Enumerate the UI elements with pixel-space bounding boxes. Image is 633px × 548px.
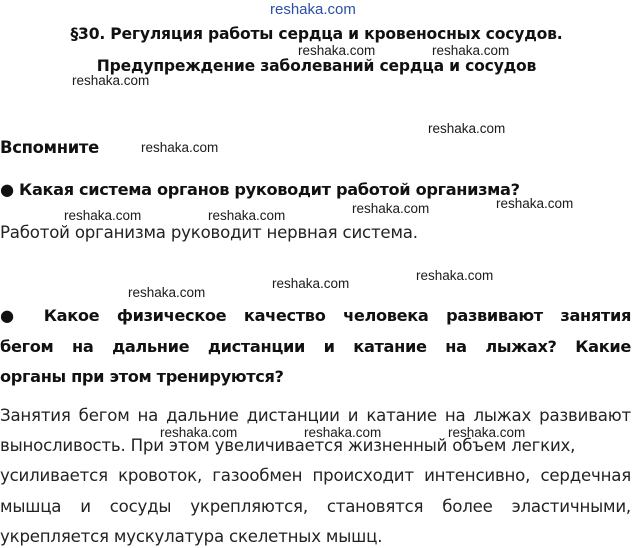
answer-2-line: Занятия бегом на дальние дистанции и катание на лыжах развивают xyxy=(0,406,631,425)
watermark: reshaka.com xyxy=(304,425,382,440)
question-2-line: органы при этом тренируются? xyxy=(0,367,284,386)
answer-2-line: укрепляется мускулатура скелетных мышц. xyxy=(0,527,383,546)
watermark: reshaka.com xyxy=(416,268,494,283)
watermark: reshaka.com xyxy=(72,73,150,88)
watermark: reshaka.com xyxy=(448,425,526,440)
watermark: reshaka.com xyxy=(208,208,286,223)
watermark: reshaka.com xyxy=(496,196,574,211)
answer-2-line: мышца и сосуды укрепляются, становятся более эластичными, xyxy=(0,497,631,516)
remember-heading: Вспомните xyxy=(0,138,99,157)
watermark: reshaka.com xyxy=(428,121,506,136)
watermark: reshaka.com xyxy=(298,43,376,58)
watermark: reshaka.com xyxy=(64,208,142,223)
watermark-top: reshaka.com xyxy=(270,1,356,18)
section-title-line2: Предупреждение заболеваний сердца и сосудов xyxy=(96,57,537,75)
question-1: ● Какая система органов руководит работой организма? xyxy=(0,180,520,199)
question-2-line: бегом на дальние дистанции и катание на лыжах? Какие xyxy=(0,337,631,356)
watermark: reshaka.com xyxy=(160,425,238,440)
watermark: reshaka.com xyxy=(432,43,510,58)
question-2-line: ● Какое физическое качество человека развивают занятия xyxy=(0,306,631,325)
watermark: reshaka.com xyxy=(128,285,206,300)
section-title-line1: §30. Регуляция работы сердца и кровеносных сосудов. xyxy=(70,25,563,43)
answer-2-line: выносливость. При этом увеличивается жизненный объем легких, xyxy=(0,436,576,455)
watermark: reshaka.com xyxy=(141,140,219,155)
answer-2-line: усиливается кровоток, газообмен происходит интенсивно, сердечная xyxy=(0,466,631,485)
answer-1: Работой организма руководит нервная система. xyxy=(0,223,418,242)
watermark: reshaka.com xyxy=(272,276,350,291)
watermark: reshaka.com xyxy=(352,201,430,216)
